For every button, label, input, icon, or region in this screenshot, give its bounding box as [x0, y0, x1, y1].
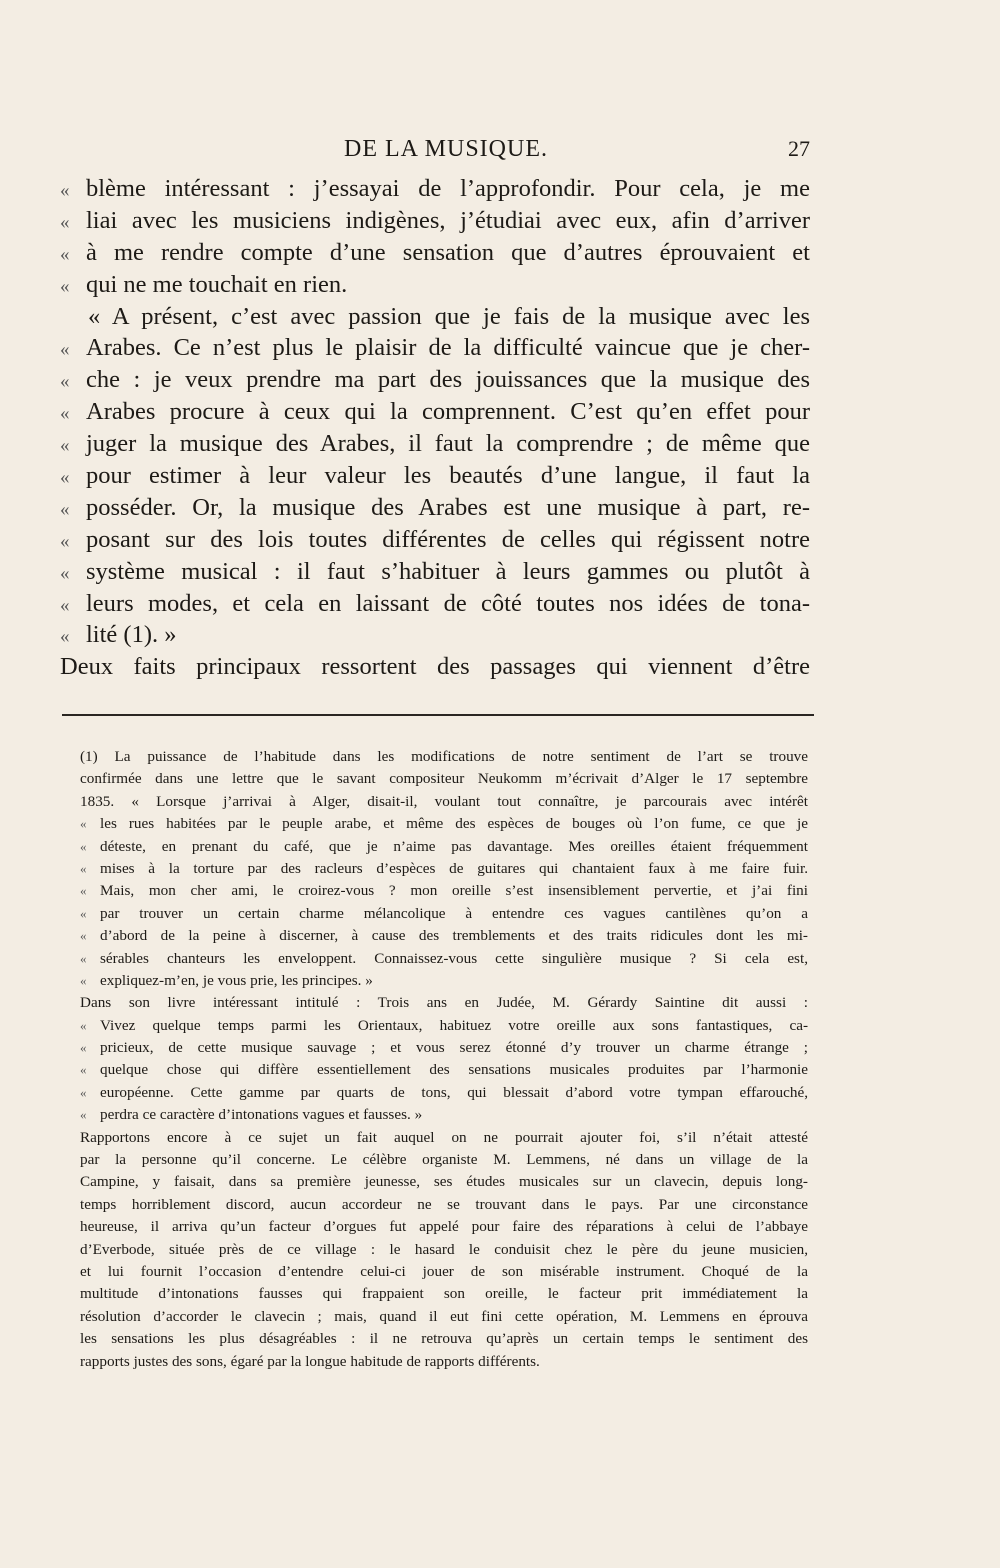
line-text: déteste, en prenant du café, que je n’aime pas davantage. Mes oreilles étaient fréquemment	[100, 837, 808, 855]
footnote-line	[80, 948, 808, 970]
footnote-line	[80, 1306, 808, 1328]
quote-mark: «	[80, 950, 87, 966]
page-number: 27	[788, 136, 810, 161]
running-title: DE LA MUSIQUE.	[344, 136, 548, 162]
quote-mark: «	[60, 371, 70, 393]
text-line	[60, 332, 810, 364]
line-text: lité (1). »	[86, 621, 177, 649]
text-line	[60, 237, 810, 269]
text-line	[60, 651, 810, 683]
line-text: perdra ce caractère d’intonations vagues et fausses. »	[100, 1106, 423, 1124]
line-text: par la personne qu’il concerne. Le célèbre organiste M. Lemmens, né dans un village de la	[80, 1151, 808, 1169]
quote-mark: «	[60, 435, 70, 457]
line-text: Dans son livre intéressant intitulé : Trois ans en Judée, M. Gérardy Saintine dit aussi :	[80, 994, 808, 1012]
quote-mark: «	[60, 180, 70, 201]
footnote-line	[80, 1037, 808, 1059]
footnote-line	[80, 1149, 808, 1171]
quote-mark: «	[80, 860, 87, 876]
quote-mark: «	[60, 562, 70, 584]
quote-mark: «	[80, 1040, 87, 1056]
footnote-line	[80, 1261, 808, 1283]
footnote-line	[80, 970, 808, 992]
line-text: qui ne me touchait en rien.	[86, 270, 348, 298]
footnote-separator-rule	[62, 714, 814, 716]
footnote-line	[80, 1082, 808, 1104]
line-text: liai avec les musiciens indigènes, j’étudiai avec eux, afin d’arriver	[86, 206, 810, 234]
line-text: d’Everbode, située près de ce village : le hasard le conduisit chez le père du jeune musicien,	[80, 1240, 808, 1258]
text-line	[60, 269, 810, 301]
footnote-line	[80, 813, 808, 835]
line-text: expliquez-m’en, je vous prie, les principes. »	[100, 971, 373, 989]
text-line	[60, 301, 810, 333]
line-text: heureuse, il arriva qu’un facteur d’orgues fut appelé pour faire des réparations à celui de l’abbaye	[80, 1218, 808, 1236]
text-line	[60, 492, 810, 524]
footnote-line	[80, 925, 808, 947]
text-line	[60, 173, 810, 205]
line-text: système musical : il faut s’habituer à leurs gammes ou plutôt à	[86, 557, 810, 585]
line-text: (1) La puissance de l’habitude dans les modifications de notre sentiment de l’art se trouve	[80, 748, 808, 765]
quote-mark: «	[80, 1017, 87, 1033]
quote-mark: «	[80, 972, 87, 988]
line-text: temps horriblement discord, aucun accordeur ne se trouvant dans le pays. Par une circonstance	[80, 1195, 808, 1213]
quote-mark: «	[60, 530, 70, 552]
line-text: quelque chose qui diffère essentiellement des sensations musicales produites par l’harmonie	[100, 1061, 808, 1079]
footnote-line	[80, 1104, 808, 1126]
line-text: che : je veux prendre ma part des jouissances que la musique des	[86, 366, 810, 394]
footnote-line	[80, 1194, 808, 1216]
footnote-line	[80, 768, 808, 790]
quote-mark: «	[80, 838, 87, 854]
quote-mark: «	[60, 211, 70, 233]
line-text: d’abord de la peine à discerner, à cause des tremblements et des traits ridicules dont les mi-	[100, 927, 808, 945]
quote-mark: «	[80, 883, 87, 899]
quote-mark: «	[80, 905, 87, 921]
footnote-line	[80, 858, 808, 880]
text-line	[60, 205, 810, 237]
quote-mark: «	[60, 594, 70, 616]
footnote-line	[80, 1351, 808, 1373]
quote-mark: «	[60, 626, 70, 648]
line-text: par trouver un certain charme mélancolique à entendre ces vagues cantilènes qu’on a	[100, 904, 808, 922]
footnote-line	[80, 903, 808, 925]
line-text: Rapportons encore à ce sujet un fait auquel on ne pourrait ajouter foi, s’il n’était attesté	[80, 1128, 808, 1146]
quote-mark: «	[80, 928, 87, 944]
text-line	[60, 524, 810, 556]
footnote-line	[80, 992, 808, 1014]
line-text: à me rendre compte d’une sensation que d’autres éprouvaient et	[86, 238, 810, 266]
footnote-line	[80, 1127, 808, 1149]
line-text: les rues habitées par le peuple arabe, et même des espèces de bouges où l’on fume, ce que je	[100, 815, 808, 833]
footnote-line	[80, 1171, 808, 1193]
line-text: Vivez quelque temps parmi les Orientaux, habituez votre oreille aux sons fantastiques, ca-	[100, 1016, 808, 1034]
footnote-line	[80, 1283, 808, 1305]
line-text: multitude d’intonations fausses qui frappaient son oreille, le facteur prit immédiatement la	[80, 1285, 808, 1303]
text-line	[60, 428, 810, 460]
running-header	[60, 136, 810, 176]
line-text: sérables chanteurs les enveloppent. Connaissez-vous cette singulière musique ? Si cela est,	[100, 949, 808, 967]
line-text: confirmée dans une lettre que le savant compositeur Neukomm m’écrivait d’Alger le 17 septembre	[80, 770, 808, 788]
quote-mark: «	[80, 1084, 87, 1100]
text-line	[60, 619, 810, 651]
line-text: 1835. « Lorsque j’arrivai à Alger, disait-il, voulant tout connaître, je parcourais avec intérêt	[80, 792, 808, 810]
line-text: « A présent, c’est avec passion que je fais de la musique avec les	[88, 302, 810, 330]
line-text: leurs modes, et cela en laissant de côté toutes nos idées de tona-	[86, 589, 810, 617]
footnote-line	[80, 1216, 808, 1238]
footnote-line	[80, 1059, 808, 1081]
quote-mark: «	[80, 1062, 87, 1078]
line-text: Deux faits principaux ressortent des passages qui viennent d’être	[60, 653, 810, 681]
footnote-line	[80, 836, 808, 858]
footnote-line	[80, 791, 808, 813]
line-text: européenne. Cette gamme par quarts de tons, qui blessait d’abord votre tympan effarouché,	[100, 1083, 808, 1101]
line-text: et lui fournit l’occasion d’entendre celui-ci jouer de son misérable instrument. Choqué de la	[80, 1262, 808, 1280]
quote-mark: «	[60, 403, 70, 425]
main-text-block	[60, 173, 810, 683]
quote-mark: «	[80, 816, 87, 832]
line-text: Mais, mon cher ami, le croirez-vous ? mon oreille s’est insensiblement pervertie, et j’ai fini	[100, 882, 808, 900]
text-line	[60, 396, 810, 428]
line-text: rapports justes des sons, égaré par la longue habitude de rapports différents.	[80, 1352, 540, 1370]
quote-mark: «	[60, 275, 70, 297]
text-line	[60, 556, 810, 588]
text-line	[60, 460, 810, 492]
footnote-line	[80, 1328, 808, 1350]
line-text: Arabes procure à ceux qui la comprennent. C’est qu’en effet pour	[86, 398, 810, 426]
text-line	[60, 364, 810, 396]
footnote-line	[80, 1015, 808, 1037]
line-text: posséder. Or, la musique des Arabes est une musique à part, re-	[86, 493, 810, 521]
footnote-line	[80, 1239, 808, 1261]
quote-mark: «	[80, 1107, 87, 1123]
text-line	[60, 588, 810, 620]
line-text: pour estimer à leur valeur les beautés d’une langue, il faut la	[86, 462, 810, 490]
quote-mark: «	[60, 339, 70, 361]
line-text: les sensations les plus désagréables : il ne retrouva qu’après un certain temps le sentiment des	[80, 1330, 808, 1348]
line-text: Campine, y faisait, dans sa première jeunesse, ses études musicales sur un clavecin, depuis long-	[80, 1173, 808, 1191]
line-text: Arabes. Ce n’est plus le plaisir de la difficulté vaincue que je cher-	[86, 334, 810, 362]
line-text: résolution d’accorder le clavecin ; mais, quand il eut fini cette opération, M. Lemmens en éprouva	[80, 1307, 808, 1325]
footnote-line	[80, 746, 808, 768]
quote-mark: «	[60, 498, 70, 520]
line-text: mises à la torture par des racleurs d’espèces de guitares qui chantaient faux à me faire fuir.	[100, 859, 808, 877]
quote-mark: «	[60, 243, 70, 265]
quote-mark: «	[60, 467, 70, 489]
footnote-line	[80, 880, 808, 902]
line-text: posant sur des lois toutes différentes de celles qui régissent notre	[86, 525, 810, 553]
footnote-block	[80, 746, 808, 1373]
line-text: blème intéressant : j’essayai de l’approfondir. Pour cela, je me	[86, 175, 810, 202]
line-text: pricieux, de cette musique sauvage ; et vous serez étonné d’y trouver un charme étrange ;	[100, 1039, 808, 1057]
line-text: juger la musique des Arabes, il faut la comprendre ; de même que	[86, 430, 810, 458]
